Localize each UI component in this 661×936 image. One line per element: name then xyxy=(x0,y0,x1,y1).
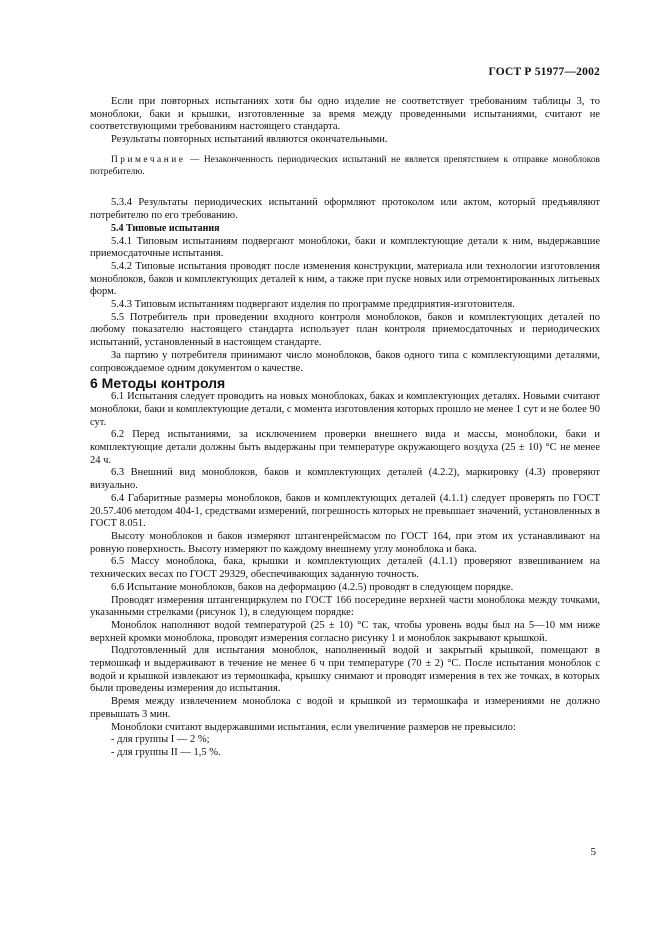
paragraph-5-5: 5.5 Потребитель при проведении входного контроля моноблоков, баков и комплектующих деталей по любому показателю настоящего стандарта использует план контроля приемосдаточных и периодических испытаний, установленный в настоящем стандарте. xyxy=(90,311,600,349)
paragraph-6-2: 6.2 Перед испытаниями, за исключением проверки внешнего вида и массы, моноблоки, баки и комплектующие детали должны быть выдержаны при температуре окружающего воздуха (25 ± 10) °С не менее 24 ч. xyxy=(90,429,600,466)
note-block xyxy=(90,155,600,179)
heading-5-4: 5.4 Типовые испытания xyxy=(111,222,220,234)
paragraph-5-4-1: 5.4.1 Типовым испытаниям подвергают моноблоки, баки и комплектующие детали к ним, выдержавшие приемосдаточные испытания. xyxy=(90,235,600,260)
paragraph-party: За партию у потребителя принимают число моноблоков, баков одного типа с комплектующими деталями, сопровождаемое одним документом о качестве. xyxy=(90,349,600,374)
paragraph-6-1: 6.1 Испытания следует проводить на новых моноблоках, баках и комплектующих деталях. Новыми считают моноблоки, баки и комплектующие детали, с момента изготовления которых прошло не менее 1 сут и не более 90 сут. xyxy=(90,391,600,428)
list-item: - для группы I — 2 %; xyxy=(111,734,210,746)
paragraph-fill: Моноблок наполняют водой температурой (25 ± 10) °С так, чтобы уровень воды был на 5—10 мм ниже верхней кромки моноблока, проводят измерения согласно рисунку 1 и моноблок закрывают крышкой. xyxy=(90,619,600,644)
paragraph-prepared: Подготовленный для испытания моноблок, наполненный водой и закрытый крышкой, помещают в термошкаф и выдерживают в течение не менее 6 ч при температуре (70 ± 2) °С. После испытания моноблок с водой и крышкой извлекают из термошкафа, крышку снимают и проводят измерения в тех же точках, в которых были проведены измерения до испытания. xyxy=(90,645,600,695)
page-body xyxy=(90,96,600,760)
paragraph-5-4-3: 5.4.3 Типовым испытаниям подвергают изделия по программе предприятия-изготовителя. xyxy=(111,299,515,311)
paragraph-height: Высоту моноблоков и баков измеряют штангенрейсмасом по ГОСТ 164, при этом их устанавливают на ровную поверхность. Высоту измеряют по каждому внешнему углу моноблока и бака. xyxy=(90,530,600,555)
paragraph-5-3-4: 5.3.4 Результаты периодических испытаний оформляют протоколом или актом, который предъявляют потребителю по его требованию. xyxy=(90,197,600,222)
paragraph-final-results: Результаты повторных испытаний являются окончательными. xyxy=(111,134,388,146)
page-header-standard-code: ГОСТ Р 51977—2002 xyxy=(488,66,600,78)
note-label: Примечание xyxy=(111,154,186,165)
paragraph-measure: Проводят измерения штангенциркулем по ГОСТ 166 посередине верхней части моноблока между точками, указанными стрелками (рисунок 1), в следующем порядке: xyxy=(90,594,600,619)
paragraph-6-6: 6.6 Испытание моноблоков, баков на деформацию (4.2.5) проводят в следующем порядке. xyxy=(111,581,514,593)
page-number: 5 xyxy=(590,846,596,858)
paragraph-6-3: 6.3 Внешний вид моноблоков, баков и комплектующих деталей (4.2.2), маркировку (4.3) проверяют визуально. xyxy=(90,467,600,492)
list-item: - для группы II — 1,5 %. xyxy=(111,746,221,758)
section-6-heading: 6 Методы контроля xyxy=(90,375,226,392)
note-text: — Незаконченность периодических испытаний не является препятствием к отправке моноблоков потребителю. xyxy=(90,154,600,177)
paragraph-repeat-tests: Если при повторных испытаниях хотя бы одно изделие не соответствует требованиям таблицы 3, то моноблоки, баки и крышки, изготовленные за время между проведенными испытаниями, считают не соответствующими требованиям настоящего стандарта. xyxy=(90,96,600,133)
paragraph-5-4-2: 5.4.2 Типовые испытания проводят после изменения конструкции, материала или технологии изготовления моноблоков, баков и комплектующих деталей к ним, а также при пуске новых или отремонтированных литьевых форм. xyxy=(90,260,600,298)
paragraph-time: Время между извлечением моноблока с водой и крышкой из термошкафа и измерениями не должно превышать 3 мин. xyxy=(90,696,600,720)
paragraph-pass: Моноблоки считают выдержавшими испытания, если увеличение размеров не превысило: xyxy=(111,721,516,733)
paragraph-6-4: 6.4 Габаритные размеры моноблоков, баков и комплектующих деталей (4.1.1) следует проверять по ГОСТ 20.57.406 методом 404-1, средствами измерений, погрешность которых не превышает значений, установленных в ГОСТ 8.051. xyxy=(90,492,600,530)
paragraph-6-5: 6.5 Массу моноблока, бака, крышки и комплектующих деталей (4.1.1) проверяют взвешиванием на технических весах по ГОСТ 29329, обеспечивающих заданную точность. xyxy=(90,556,600,581)
